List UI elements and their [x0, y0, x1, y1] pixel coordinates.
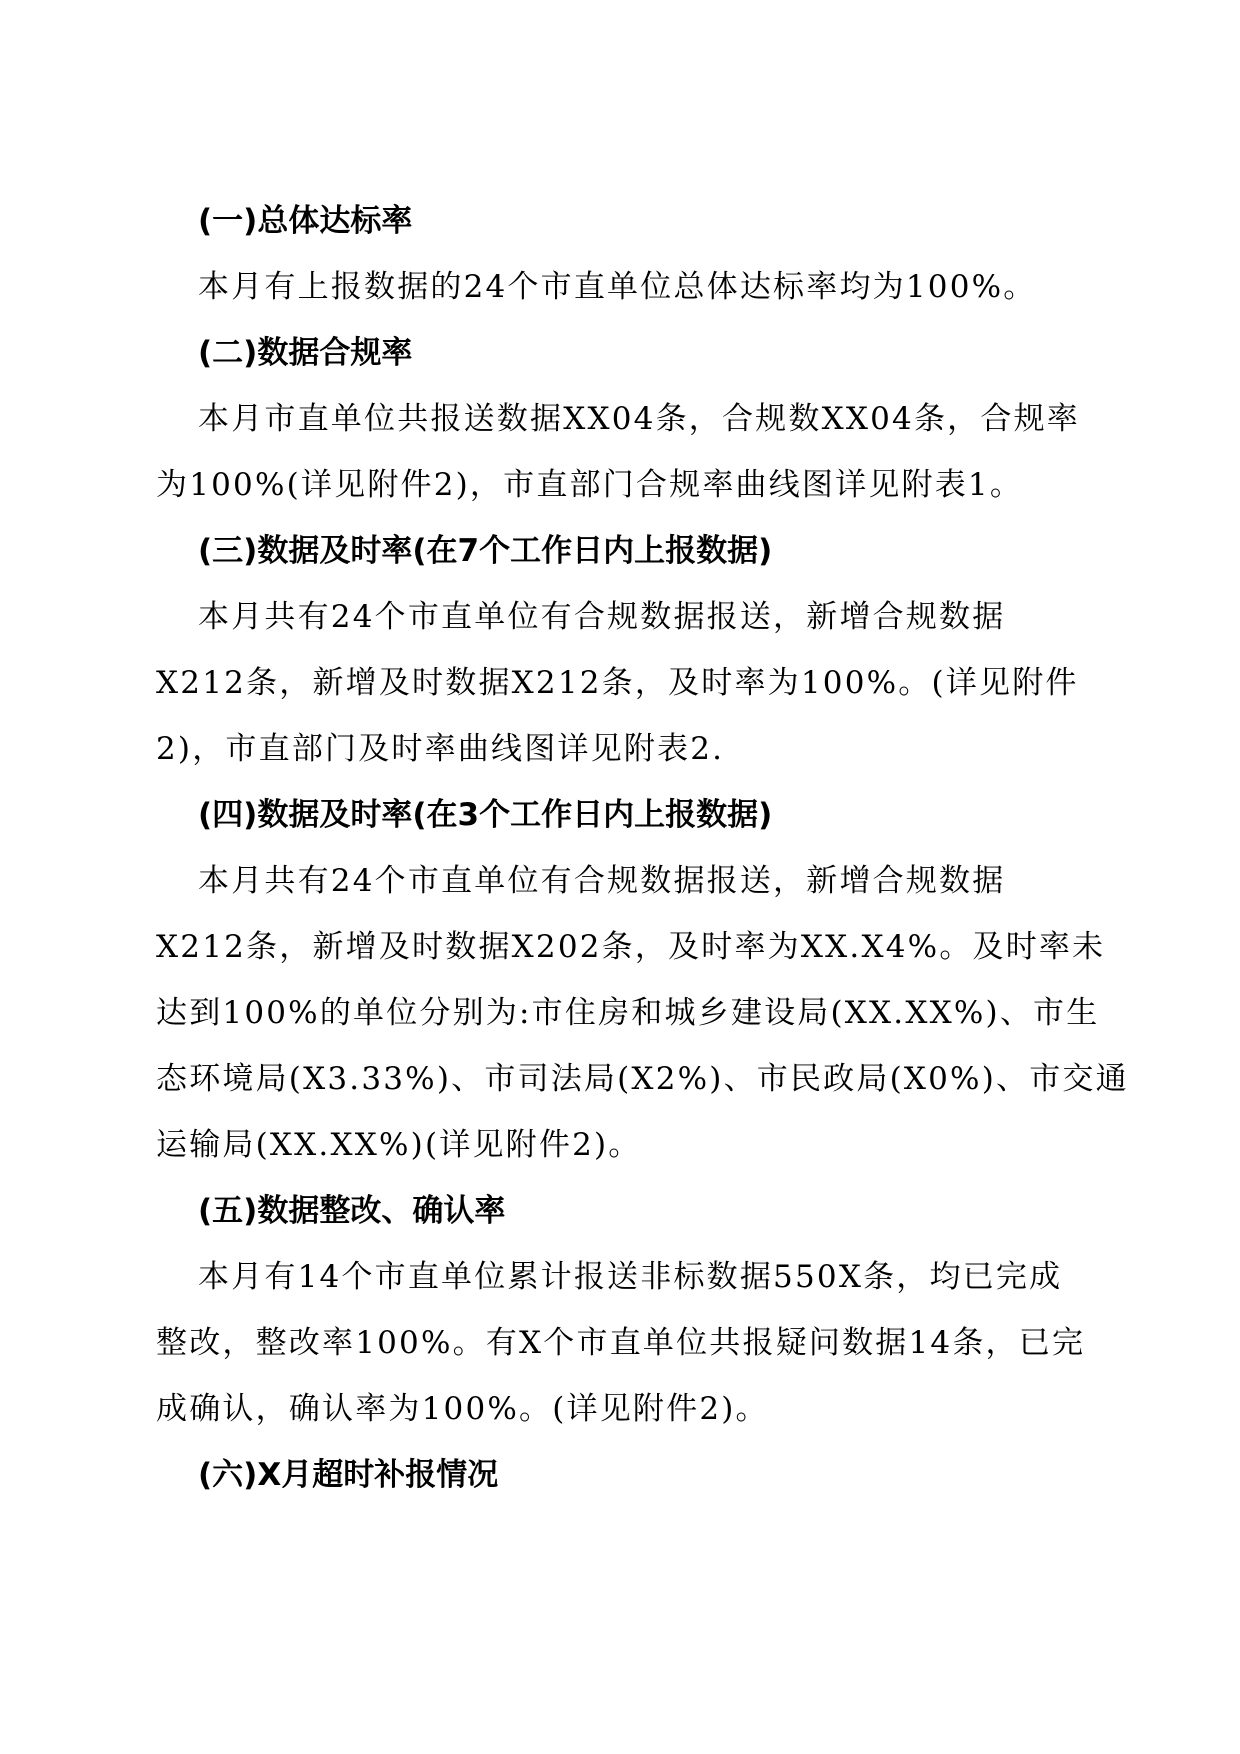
- section-heading-5: (五)数据整改、确认率: [198, 1193, 506, 1229]
- section-heading-4: (四)数据及时率(在3个工作日内上报数据): [198, 797, 773, 833]
- paragraph-line: X212条，新增及时数据X202条，及时率为XX.X4%。及时率未: [156, 929, 1106, 965]
- section-paragraph-2: [156, 386, 1080, 518]
- section-paragraph-3: [156, 584, 1079, 782]
- section-paragraph-5: [156, 1244, 1086, 1442]
- section-heading-2: (二)数据合规率: [198, 335, 413, 371]
- section-heading-6: (六)X月超时补报情况: [198, 1457, 499, 1493]
- section-heading-1: (一)总体达标率: [198, 203, 413, 239]
- paragraph-line: 达到100%的单位分别为:市住房和城乡建设局(XX.XX%)、市生: [156, 995, 1100, 1031]
- paragraph-line: 本月共有24个市直单位有合规数据报送，新增合规数据: [198, 599, 1006, 635]
- section-paragraph-4: [156, 848, 1129, 1178]
- paragraph-line: 成确认，确认率为100%。(详见附件2)。: [156, 1391, 769, 1427]
- paragraph-line: X212条，新增及时数据X212条，及时率为100%。(详见附件: [156, 665, 1079, 701]
- paragraph-line: 2)，市直部门及时率曲线图详见附表2.: [156, 731, 725, 767]
- paragraph-line: 本月共有24个市直单位有合规数据报送，新增合规数据: [198, 863, 1006, 899]
- paragraph-line: 整改，整改率100%。有X个市直单位共报疑问数据14条，已完: [156, 1325, 1086, 1361]
- paragraph-line: 本月有上报数据的24个市直单位总体达标率均为100%。: [198, 269, 1037, 305]
- section-paragraph-1: [156, 254, 1076, 320]
- paragraph-line: 运输局(XX.XX%)(详见附件2)。: [156, 1127, 642, 1163]
- paragraph-line: 本月市直单位共报送数据XX04条，合规数XX04条，合规率: [198, 401, 1080, 437]
- paragraph-line: 为100%(详见附件2)，市直部门合规率曲线图详见附表1。: [156, 467, 1024, 503]
- paragraph-line: 本月有14个市直单位累计报送非标数据550X条，均已完成: [198, 1259, 1063, 1295]
- document-body: [156, 188, 1129, 1508]
- section-heading-3: (三)数据及时率(在7个工作日内上报数据): [198, 533, 773, 569]
- paragraph-line: 态环境局(X3.33%)、市司法局(X2%)、市民政局(X0%)、市交通: [156, 1061, 1129, 1097]
